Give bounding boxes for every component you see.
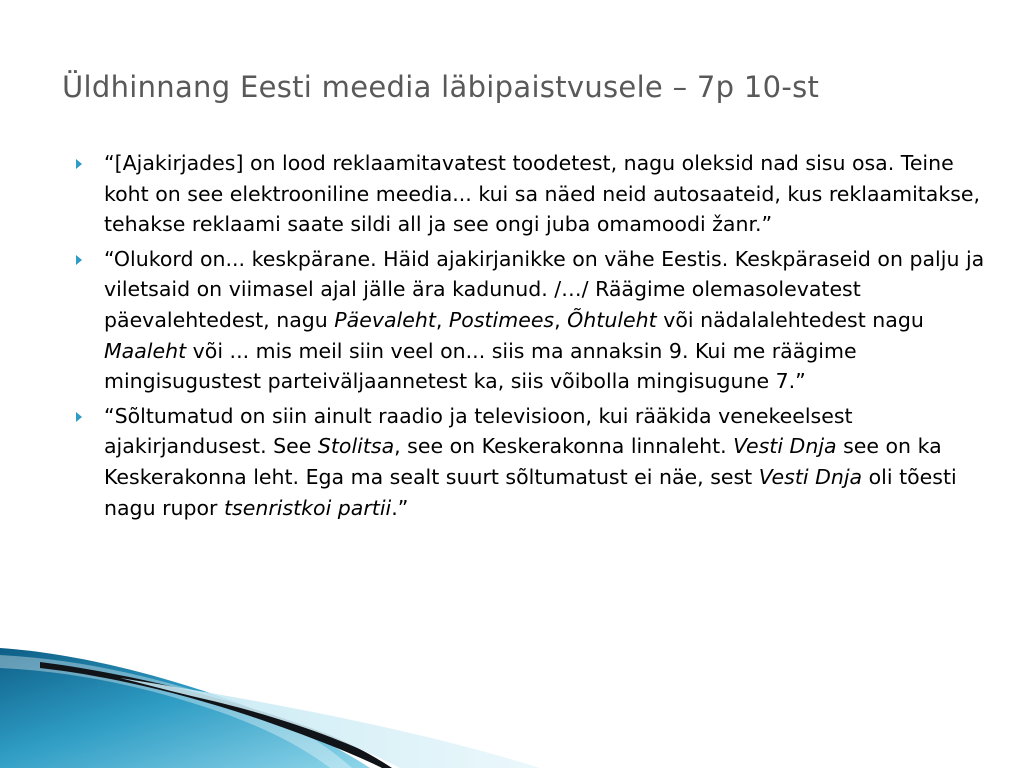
bullet-item	[70, 244, 990, 397]
quote-text: “[Ajakirjades] on lood reklaamitavatest toodetest, nagu oleksid nad sisu osa. Teine koht on see elektrooniline meedia... kui sa näed neid autosaateid, kus reklaamitakse, tehakse reklaami saate sildi all ja see ongi juba omamoodi žanr.”	[104, 151, 981, 237]
bullet-list	[70, 148, 990, 527]
quote-text: , see on Keskerakonna linnaleht.	[394, 434, 734, 459]
publication-name: Maaleht	[104, 338, 187, 363]
triangle-right-icon	[76, 255, 82, 265]
quote-text: “Sõltumatud on siin ainult raadio ja televisioon, kui rääkida venekeelsest ajakirjandusest. See	[104, 403, 853, 459]
publication-name: Postimees	[448, 307, 555, 332]
bullet-text	[104, 247, 984, 393]
triangle-right-icon	[76, 159, 82, 169]
quote-text: oli tõesti nagu rupor	[104, 464, 957, 520]
quote-text: või nädalalehtedest nagu	[656, 307, 924, 332]
publication-name: Päevaleht	[334, 307, 436, 332]
publication-name: Vesti Dnja	[733, 434, 837, 459]
quote-text: see on ka Keskerakonna leht. Ega ma sealt suurt sõltumatust ei näe, sest	[104, 434, 942, 489]
publication-name: Stolitsa	[317, 434, 395, 459]
triangle-right-icon	[76, 412, 82, 422]
quote-text: ,	[435, 307, 449, 332]
bullet-text	[104, 151, 980, 236]
quote-text: .”	[391, 495, 409, 520]
slide-title: Üldhinnang Eesti meedia läbipaistvusele – 7p 10-st	[62, 70, 820, 104]
quote-text: ,	[554, 307, 568, 332]
bullet-item	[70, 148, 990, 240]
bullet-item	[70, 401, 990, 523]
bullet-text	[104, 404, 957, 520]
quote-text: või ... mis meil siin veel on... siis ma annaksin 9. Kui me räägime mingisugustest parteiväljaannetest ka, siis võibolla mingisugune 7.”	[104, 338, 857, 394]
quote-text: “Olukord on... keskpärane. Häid ajakirjanikke on vähe Eestis. Keskpäraseid on palju ja viletsaid on viimasel ajal jälle ära kadunud. /…/ Räägime olemasolevatest päevalehtedest, nagu	[104, 246, 985, 332]
publication-name: Vesti Dnja	[758, 464, 863, 489]
publication-name: tsenristkoi partii	[224, 495, 392, 520]
publication-name: Õhtuleht	[567, 307, 657, 332]
